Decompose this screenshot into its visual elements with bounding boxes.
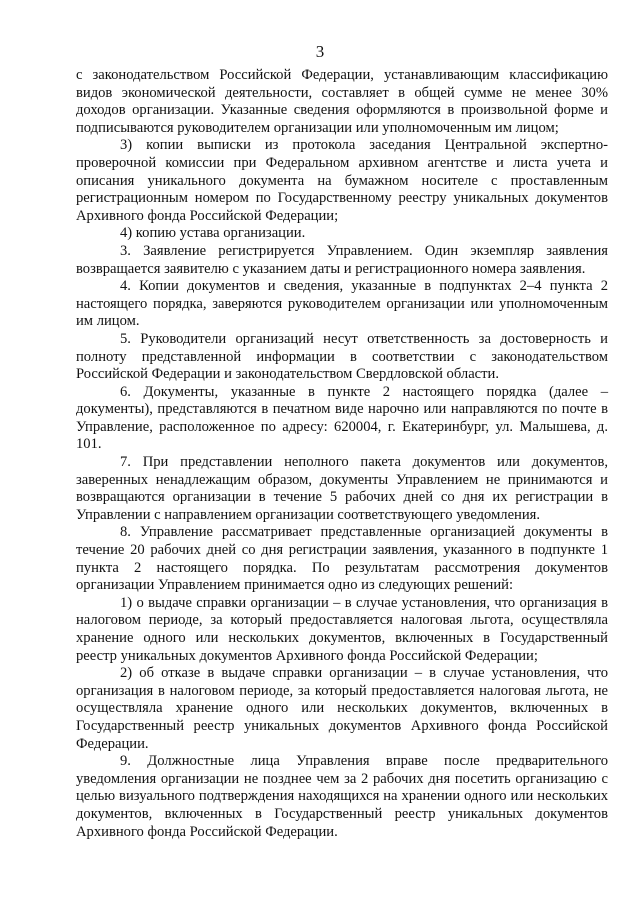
paragraph-item-8: 8. Управление рассматривает представленные организацией документы в течение 20 рабочих дней со дня регистрации заявления, указанного в подпункте 1 пункта 2 настоящего порядка. По результатам рассмотрения документов организации Управлением принимается одно из следующих решений: (76, 524, 608, 594)
document-body (76, 67, 608, 841)
paragraph-decision-2: 2) об отказе в выдаче справки организации – в случае установления, что организация в налоговом периоде, за который предоставляется налоговая льгота, не осуществляла хранение одного или нескольких документов, включенных в Государственный реестр уникальных документов Архивного фонда Российской Федерации. (76, 665, 608, 752)
paragraph-subitem-3: 3) копии выписки из протокола заседания Центральной экспертно-проверочной комиссии при Федеральном архивном агентстве и листа учета и описания уникального документа на бумажном носителе с проставленным регистрационным номером по Государственному реестру уникальных документов Архивного фонда Российской Федерации; (76, 137, 608, 224)
paragraph-item-3: 3. Заявление регистрируется Управлением. Один экземпляр заявления возвращается заявителю с указанием даты и регистрационного номера заявления. (76, 242, 608, 277)
paragraph-item-6: 6. Документы, указанные в пункте 2 настоящего порядка (далее – документы), представляются в печатном виде нарочно или направляются по почте в Управление, расположенное по адресу: 620004, г. Екатеринбург, ул. Малышева, д. 101. (76, 383, 608, 453)
page-number: 3 (315, 42, 325, 61)
paragraph-subitem-4: 4) копию устава организации. (120, 225, 306, 242)
paragraph-decision-1: 1) о выдаче справки организации – в случае установления, что организация в налоговом периоде, за который предоставляется налоговая льгота, осуществляла хранение одного или нескольких документов, включенных в Государственный реестр уникальных документов Архивного фонда Российской Федерации; (76, 594, 608, 664)
paragraph-continuation: с законодательством Российской Федерации, устанавливающим классификацию видов экономической деятельности, составляет в общей сумме не менее 30% доходов организации. Указанные сведения оформляются в произвольной форме и подписываются руководителем организации или уполномоченным им лицом; (76, 67, 608, 136)
paragraph-item-7: 7. При представлении неполного пакета документов или документов, заверенных ненадлежащим образом, документы Управлением не принимаются и возвращаются организации в течение 5 рабочих дней со дня их регистрации в Управлении с направлением организации соответствующего уведомления. (76, 454, 608, 523)
paragraph-item-5: 5. Руководители организаций несут ответственность за достоверность и полноту представленной информации в соответствии с законодательством Российской Федерации и законодательством Свердловской области. (76, 330, 608, 383)
paragraph-item-4: 4. Копии документов и сведения, указанные в подпунктах 2–4 пункта 2 настоящего порядка, заверяются руководителем организации или уполномоченным им лицом. (76, 278, 608, 330)
paragraph-item-9: 9. Должностные лица Управления вправе после предварительного уведомления организации не позднее чем за 2 рабочих дня посетить организацию с целью визуального подтверждения находящихся на хранении одного или нескольких документов, включенных в Государственный реестр уникальных документов Архивного фонда Российской Федерации. (76, 753, 608, 840)
